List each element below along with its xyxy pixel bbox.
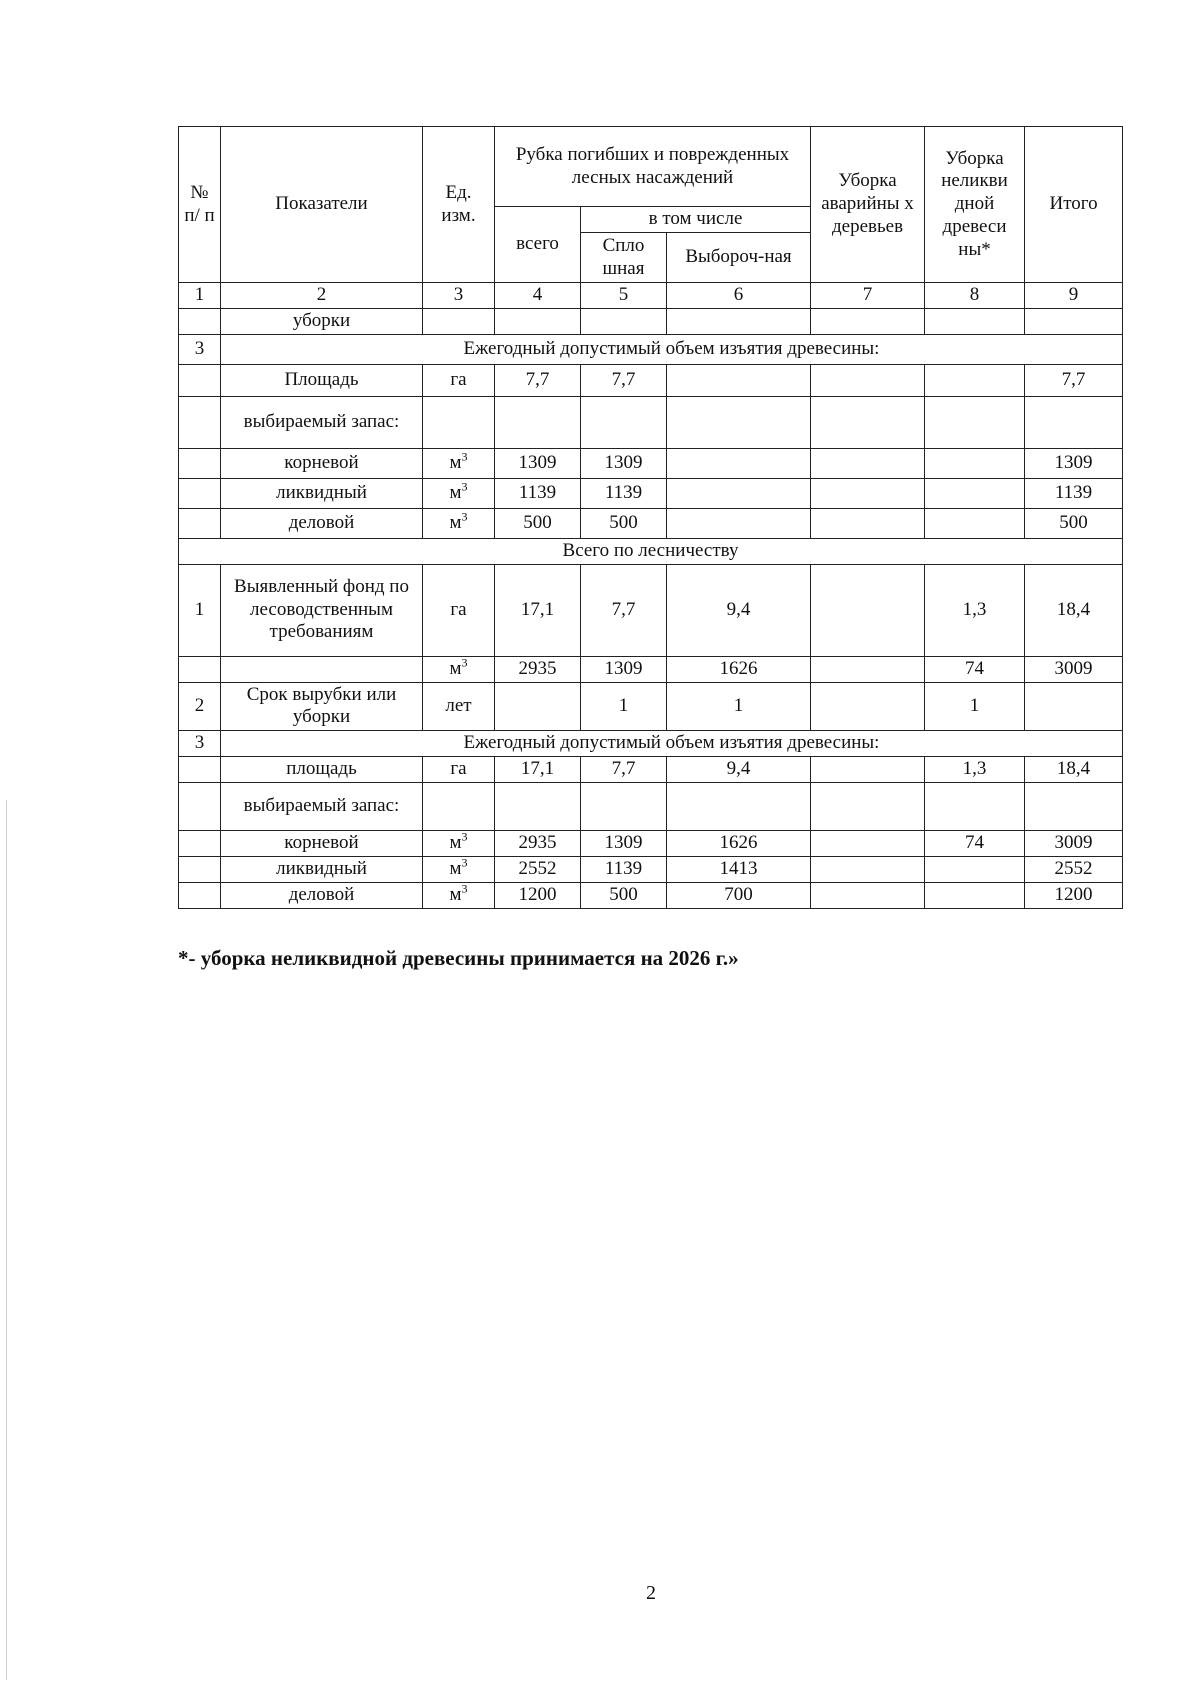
unit-superscript: 3 — [461, 856, 468, 870]
value-cell — [811, 831, 925, 857]
value-cell — [811, 508, 925, 538]
value-cell: 7,7 — [581, 564, 667, 656]
value-cell: 2935 — [495, 656, 581, 682]
table-row — [179, 508, 1123, 538]
value-cell: 1309 — [495, 448, 581, 478]
value-cell: 17,1 — [495, 564, 581, 656]
col-number: 9 — [1025, 283, 1123, 309]
unit-cell: га — [423, 757, 495, 783]
row-number: 3 — [179, 731, 221, 757]
section-title: Всего по лесничеству — [179, 538, 1123, 564]
section-row — [179, 538, 1123, 564]
header-felling-group: Рубка погибших и поврежденных лесных насаждений — [495, 127, 811, 207]
value-cell: 500 — [581, 883, 667, 909]
col-number: 2 — [221, 283, 423, 309]
unit-text: м — [449, 657, 462, 679]
value-cell — [925, 396, 1025, 448]
value-cell — [667, 448, 811, 478]
indicator-label: уборки — [221, 308, 423, 334]
unit-cell — [423, 396, 495, 448]
section-row — [179, 334, 1123, 364]
value-cell — [667, 478, 811, 508]
value-cell — [925, 508, 1025, 538]
value-cell — [495, 682, 581, 731]
unit-cell — [423, 883, 495, 909]
unit-superscript: 3 — [461, 509, 468, 524]
value-cell: 500 — [1025, 508, 1123, 538]
row-number — [179, 396, 221, 448]
indicator-label: деловой — [221, 883, 423, 909]
row-number — [179, 478, 221, 508]
scan-edge-line — [6, 800, 7, 1680]
value-cell — [811, 448, 925, 478]
unit-superscript: 3 — [461, 830, 468, 844]
value-cell: 74 — [925, 656, 1025, 682]
table-row — [179, 682, 1123, 731]
table-row — [179, 364, 1123, 396]
header-unit: Ед. изм. — [423, 127, 495, 283]
value-cell: 1 — [581, 682, 667, 731]
section-title: Ежегодный допустимый объем изъятия древесины: — [221, 731, 1123, 757]
table-row — [179, 564, 1123, 656]
value-cell — [667, 308, 811, 334]
value-cell — [811, 478, 925, 508]
value-cell — [495, 308, 581, 334]
value-cell — [1025, 396, 1123, 448]
value-cell: 17,1 — [495, 757, 581, 783]
header-including: в том числе — [581, 207, 811, 233]
col-number: 8 — [925, 283, 1025, 309]
value-cell — [811, 308, 925, 334]
unit-cell — [423, 308, 495, 334]
value-cell: 3009 — [1025, 656, 1123, 682]
unit-superscript: 3 — [461, 882, 468, 896]
row-number — [179, 308, 221, 334]
table-row — [179, 857, 1123, 883]
value-cell — [811, 883, 925, 909]
section-row — [179, 731, 1123, 757]
value-cell — [495, 783, 581, 831]
header-emergency: Уборка аварийны х деревьев — [811, 127, 925, 283]
header-indicators: Показатели — [221, 127, 423, 283]
table-row — [179, 478, 1123, 508]
value-cell — [811, 682, 925, 731]
unit-text: м — [449, 884, 462, 906]
indicator-label: Площадь — [221, 364, 423, 396]
table-row — [179, 831, 1123, 857]
indicator-label — [221, 656, 423, 682]
value-cell — [495, 396, 581, 448]
unit-cell — [423, 656, 495, 682]
value-cell: 700 — [667, 883, 811, 909]
value-cell: 1309 — [581, 831, 667, 857]
unit-cell — [423, 478, 495, 508]
section-title: Ежегодный допустимый объем изъятия древесины: — [221, 334, 1123, 364]
value-cell — [811, 396, 925, 448]
value-cell — [925, 883, 1025, 909]
row-number — [179, 448, 221, 478]
col-number: 7 — [811, 283, 925, 309]
unit-text: м — [449, 451, 462, 473]
unit-cell — [423, 857, 495, 883]
value-cell: 2935 — [495, 831, 581, 857]
indicator-label: ликвидный — [221, 857, 423, 883]
unit-text: м — [449, 832, 462, 854]
row-number — [179, 508, 221, 538]
indicator-label: корневой — [221, 831, 423, 857]
value-cell: 1139 — [581, 478, 667, 508]
value-cell — [667, 396, 811, 448]
value-cell: 1309 — [1025, 448, 1123, 478]
unit-cell — [423, 448, 495, 478]
value-cell — [811, 564, 925, 656]
table-row — [179, 308, 1123, 334]
value-cell — [667, 508, 811, 538]
col-number: 3 — [423, 283, 495, 309]
value-cell: 1626 — [667, 831, 811, 857]
value-cell — [925, 448, 1025, 478]
table-row — [179, 783, 1123, 831]
column-number-row — [179, 283, 1123, 309]
value-cell — [925, 478, 1025, 508]
indicator-label: деловой — [221, 508, 423, 538]
row-number — [179, 783, 221, 831]
value-cell — [811, 656, 925, 682]
value-cell — [811, 757, 925, 783]
table-row — [179, 396, 1123, 448]
col-number: 4 — [495, 283, 581, 309]
value-cell: 1 — [667, 682, 811, 731]
value-cell: 2552 — [1025, 857, 1123, 883]
value-cell — [1025, 308, 1123, 334]
value-cell: 1309 — [581, 448, 667, 478]
col-number: 5 — [581, 283, 667, 309]
value-cell — [1025, 783, 1123, 831]
value-cell: 1139 — [581, 857, 667, 883]
value-cell: 1,3 — [925, 564, 1025, 656]
value-cell: 1413 — [667, 857, 811, 883]
footnote: *- уборка неликвидной древесины принимается на 2026 г.» — [178, 946, 739, 970]
col-number: 1 — [179, 283, 221, 309]
value-cell: 7,7 — [581, 757, 667, 783]
unit-cell: га — [423, 364, 495, 396]
value-cell: 7,7 — [1025, 364, 1123, 396]
value-cell — [925, 364, 1025, 396]
value-cell: 74 — [925, 831, 1025, 857]
value-cell: 500 — [581, 508, 667, 538]
row-number: 3 — [179, 334, 221, 364]
row-number — [179, 883, 221, 909]
row-number: 1 — [179, 564, 221, 656]
value-cell: 2552 — [495, 857, 581, 883]
header-clear: Спло шная — [581, 233, 667, 283]
forest-felling-table — [178, 126, 1123, 909]
row-number — [179, 656, 221, 682]
value-cell: 9,4 — [667, 564, 811, 656]
row-number — [179, 857, 221, 883]
unit-cell — [423, 508, 495, 538]
value-cell: 1 — [925, 682, 1025, 731]
value-cell — [811, 364, 925, 396]
value-cell: 1626 — [667, 656, 811, 682]
table-row — [179, 757, 1123, 783]
value-cell — [581, 396, 667, 448]
value-cell: 18,4 — [1025, 757, 1123, 783]
value-cell: 1,3 — [925, 757, 1025, 783]
indicator-label: выбираемый запас: — [221, 396, 423, 448]
col-number: 6 — [667, 283, 811, 309]
indicator-label: ликвидный — [221, 478, 423, 508]
header-total: всего — [495, 207, 581, 283]
value-cell — [1025, 682, 1123, 731]
value-cell: 1139 — [1025, 478, 1123, 508]
value-cell: 18,4 — [1025, 564, 1123, 656]
unit-superscript: 3 — [461, 479, 468, 494]
indicator-label: Срок вырубки или уборки — [221, 682, 423, 731]
row-number — [179, 364, 221, 396]
value-cell — [667, 364, 811, 396]
header-selective: Выбороч-ная — [667, 233, 811, 283]
value-cell: 1200 — [495, 883, 581, 909]
table-row — [179, 883, 1123, 909]
unit-text: м — [449, 511, 462, 533]
value-cell — [811, 857, 925, 883]
unit-cell — [423, 783, 495, 831]
value-cell — [811, 783, 925, 831]
value-cell — [581, 783, 667, 831]
row-number — [179, 831, 221, 857]
row-number — [179, 757, 221, 783]
unit-superscript: 3 — [461, 656, 468, 670]
value-cell — [925, 857, 1025, 883]
header-grand-total: Итого — [1025, 127, 1123, 283]
value-cell: 9,4 — [667, 757, 811, 783]
indicator-label: корневой — [221, 448, 423, 478]
page-number: 2 — [646, 1582, 656, 1604]
unit-cell: лет — [423, 682, 495, 731]
table-row — [179, 448, 1123, 478]
unit-text: м — [449, 481, 462, 503]
table-row — [179, 656, 1123, 682]
indicator-label: Выявленный фонд по лесоводственным требованиям — [221, 564, 423, 656]
unit-cell: га — [423, 564, 495, 656]
value-cell — [925, 783, 1025, 831]
header-num: № п/ п — [179, 127, 221, 283]
value-cell: 1139 — [495, 478, 581, 508]
value-cell — [925, 308, 1025, 334]
unit-text: м — [449, 858, 462, 880]
unit-superscript: 3 — [461, 449, 468, 464]
value-cell — [667, 783, 811, 831]
value-cell: 7,7 — [581, 364, 667, 396]
unit-cell — [423, 831, 495, 857]
value-cell: 500 — [495, 508, 581, 538]
header-illiquid: Уборка неликви дной древеси ны* — [925, 127, 1025, 283]
value-cell — [581, 308, 667, 334]
row-number: 2 — [179, 682, 221, 731]
indicator-label: выбираемый запас: — [221, 783, 423, 831]
value-cell: 1309 — [581, 656, 667, 682]
value-cell: 1200 — [1025, 883, 1123, 909]
value-cell: 7,7 — [495, 364, 581, 396]
value-cell: 3009 — [1025, 831, 1123, 857]
indicator-label: площадь — [221, 757, 423, 783]
